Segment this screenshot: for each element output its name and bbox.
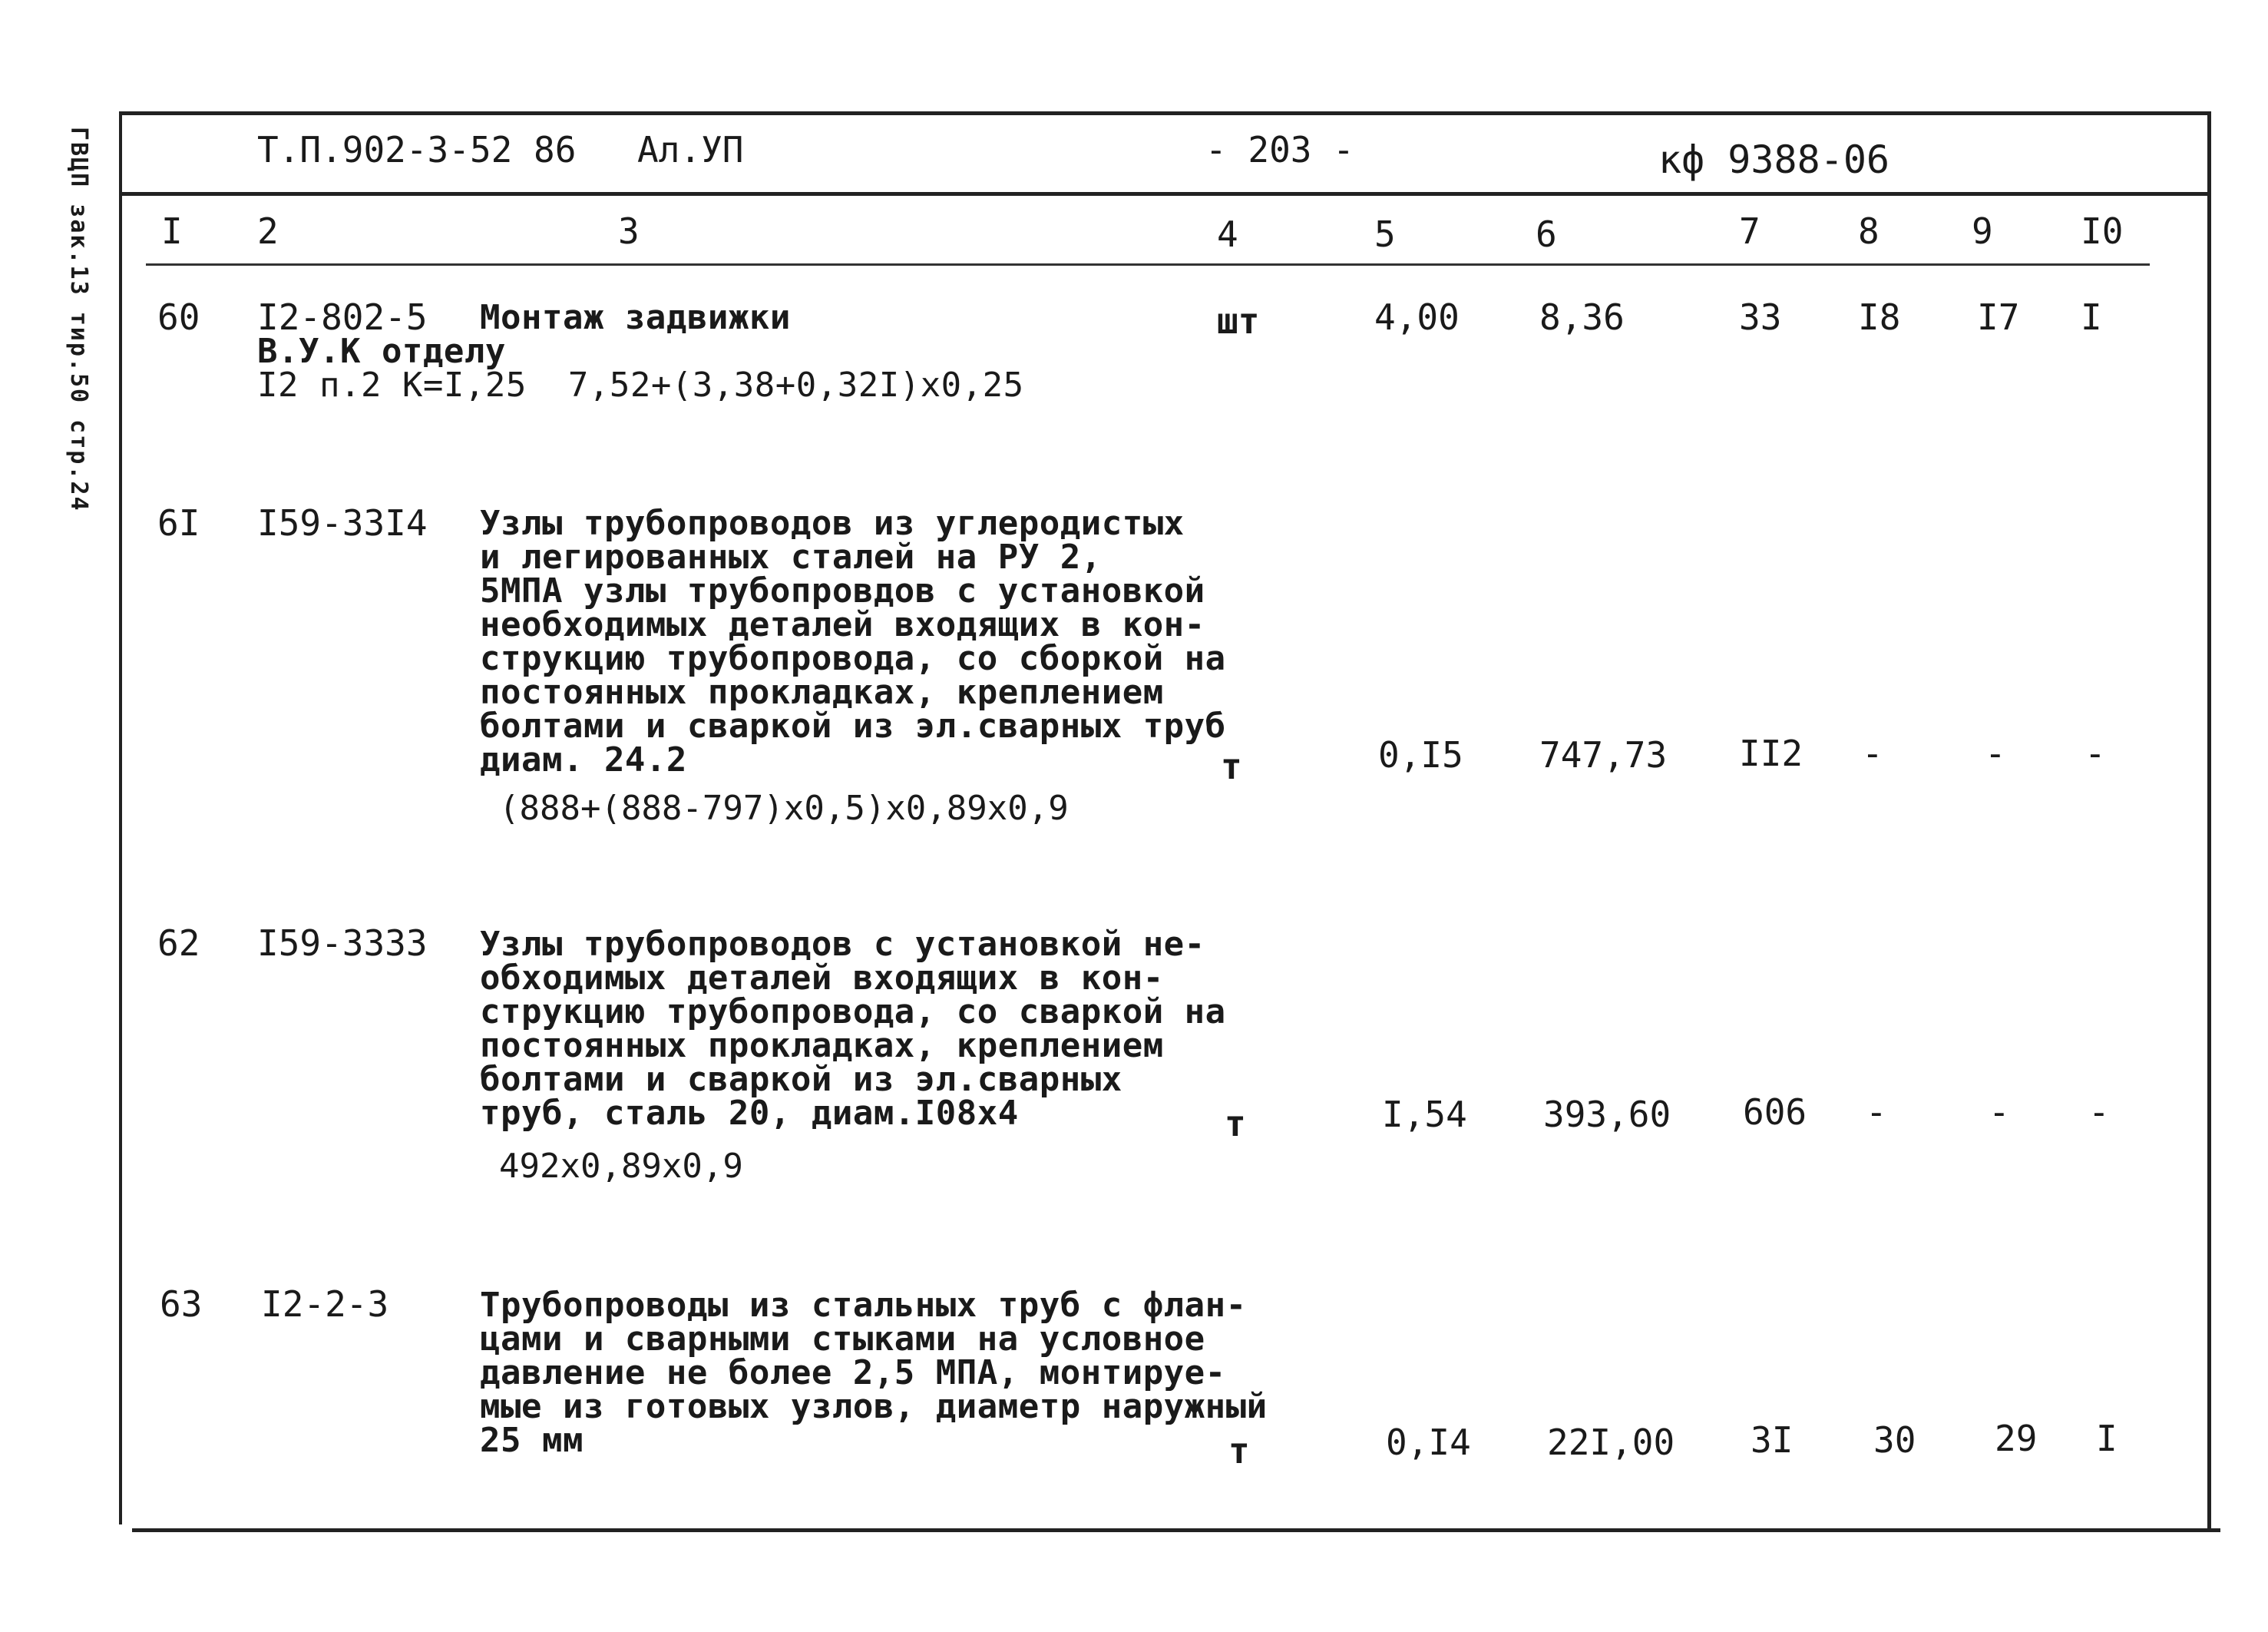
row-code: I59-33I4 (257, 502, 428, 544)
row-unit: т (1225, 1103, 1246, 1144)
col-2-header: 2 (257, 210, 279, 252)
row-unit: шт (1217, 300, 1260, 342)
row-col9: I7 (1977, 296, 2020, 338)
row-formula: (888+(888-797)x0,5)x0,89x0,9 (499, 789, 1069, 828)
row-code: I2-802-5 (257, 296, 428, 338)
row-description-line: Монтаж задвижки (480, 298, 791, 337)
row-col9: 29 (1995, 1418, 2038, 1459)
column-header-rule (146, 263, 2150, 266)
frame-bottom-line (132, 1528, 2220, 1532)
row-number: 60 (157, 296, 200, 338)
row-description-line: Узлы трубопроводов из углеродистых (480, 504, 1185, 543)
row-price: 393,60 (1543, 1094, 1671, 1135)
row-number: 63 (160, 1283, 203, 1325)
row-price: 747,73 (1539, 734, 1668, 776)
row-col7: II2 (1739, 733, 1803, 774)
header-rule (121, 192, 2210, 196)
col-4-header: 4 (1217, 214, 1238, 255)
row-col10: - (2085, 733, 2106, 774)
col-1-header: I (161, 210, 183, 252)
row-qty: 0,I4 (1386, 1422, 1471, 1463)
row-description-line: болтами и сваркой из эл.сварных труб (480, 707, 1226, 746)
row-code: I2-2-3 (261, 1283, 389, 1325)
row-col10: I (2081, 296, 2102, 338)
row-description-line: 25 мм (480, 1421, 584, 1460)
row-qty: 0,I5 (1378, 734, 1463, 776)
col-10-header: I0 (2081, 210, 2124, 252)
col-6-header: 6 (1536, 214, 1557, 255)
col-3-header: 3 (618, 210, 640, 252)
side-stamp (54, 127, 100, 526)
row-col8: 30 (1873, 1419, 1916, 1461)
row-col10: - (2088, 1091, 2110, 1133)
frame-right-line (2207, 1478, 2211, 1532)
row-description-line: I2 п.2 К=I,25 7,52+(3,38+0,32I)x0,25 (257, 366, 1024, 405)
row-description-line: обходимых деталей входящих в кон- (480, 958, 1164, 998)
row-description-line: Узлы трубопроводов с установкой не- (480, 925, 1205, 964)
row-description-line: Трубопроводы из стальных труб с флан- (480, 1286, 1247, 1325)
row-description-line: цами и сварными стыками на условное (480, 1319, 1205, 1359)
row-unit: т (1228, 1430, 1250, 1471)
row-price: 8,36 (1539, 296, 1625, 338)
col-7-header: 7 (1739, 210, 1761, 252)
album-label: Ал.УП (637, 129, 744, 170)
side-stamp-text: ГВЦП зак.13 тир.50 стр.24 (65, 127, 92, 512)
row-col10: I (2096, 1418, 2118, 1459)
row-description-line: и легированных сталей на РУ 2, (480, 538, 1102, 577)
row-number: 62 (157, 922, 200, 964)
row-description-line: 5МПА узлы трубопровдов с установкой (480, 571, 1205, 611)
row-description-line: давление не более 2,5 МПА, монтируе- (480, 1353, 1226, 1392)
row-col8: I8 (1858, 296, 1901, 338)
col-8-header: 8 (1858, 210, 1880, 252)
row-description-line: В.У.К отделу (257, 332, 506, 371)
row-col7: 33 (1739, 296, 1782, 338)
row-description-line: струкцию трубопровода, со сваркой на (480, 992, 1226, 1031)
row-col9: - (1985, 733, 2006, 774)
doc-code: Т.П.902-3-52 86 (257, 129, 577, 170)
col-9-header: 9 (1972, 210, 1993, 252)
row-description-line: диам. 24.2 (480, 740, 687, 780)
row-description-line: постоянных прокладках, креплением (480, 1026, 1164, 1065)
row-price: 22I,00 (1547, 1422, 1675, 1463)
row-qty: 4,00 (1374, 296, 1460, 338)
row-col8: - (1862, 733, 1883, 774)
row-col8: - (1866, 1091, 1887, 1133)
row-col7: 606 (1743, 1091, 1807, 1133)
col-5-header: 5 (1374, 214, 1396, 255)
row-description-line: болтами и сваркой из эл.сварных (480, 1060, 1122, 1099)
row-number: 6I (157, 502, 200, 544)
row-description-line: постоянных прокладках, креплением (480, 673, 1164, 712)
row-description-line: необходимых деталей входящих в кон- (480, 605, 1205, 644)
row-description-line: мые из готовых узлов, диаметр наружный (480, 1387, 1268, 1426)
row-unit: т (1221, 746, 1242, 787)
row-description-line: струкцию трубопровода, со сборкой на (480, 639, 1226, 678)
row-description-line: труб, сталь 20, диам.I08x4 (480, 1094, 1019, 1133)
row-col7: 3I (1751, 1419, 1794, 1461)
kf-number: кф 9388-06 (1658, 137, 1890, 182)
page-number: - 203 - (1205, 129, 1354, 170)
row-qty: I,54 (1382, 1094, 1467, 1135)
row-col9: - (1989, 1091, 2010, 1133)
row-formula: 492x0,89x0,9 (499, 1147, 743, 1186)
row-code: I59-3333 (257, 922, 428, 964)
